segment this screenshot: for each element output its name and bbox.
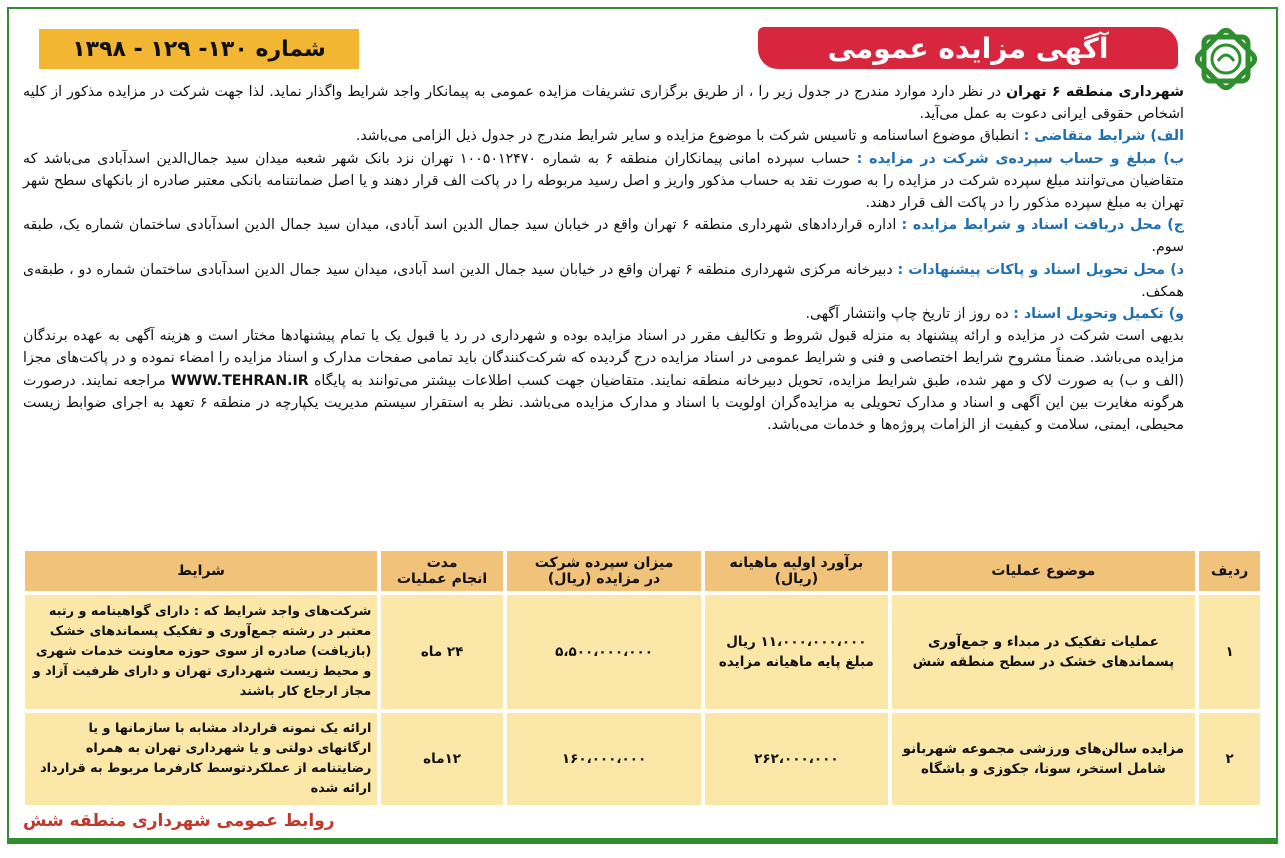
cell-estimate: ۲۶۲،۰۰۰،۰۰۰ bbox=[705, 713, 887, 806]
page-title: آگهی مزایده عمومی bbox=[827, 31, 1109, 65]
bottom-border bbox=[9, 838, 1276, 842]
cell-conditions: ارائه یک نمونه قرارداد مشابه با سازمانها و یا ارگانهای دولتی و یا شهرداری تهران به همراه رضایتنامه از عملکردتوسط کارفرما مربوط به قرارداد ارائه شده bbox=[25, 713, 377, 806]
advertisement-page bbox=[7, 7, 1278, 844]
number-banner bbox=[39, 29, 359, 69]
header-duration-label: مدت bbox=[426, 555, 458, 571]
cell-duration: ۱۲ماه bbox=[381, 713, 503, 806]
header-estimate-unit: (ریال) bbox=[774, 571, 819, 587]
footer bbox=[23, 806, 335, 836]
body-text bbox=[23, 81, 1184, 436]
header-deposit bbox=[507, 551, 701, 591]
table-header-row bbox=[25, 551, 1260, 591]
intro-text-1: در نظر دارد موارد مندرج در جدول زیر را ، از طریق برگزاری تشریفات مزایده عمومی به پیمانکار واجد شرایط واگذار نماید. bbox=[269, 84, 1002, 100]
header-duration bbox=[381, 551, 503, 591]
section-b-title: ب) مبلغ و حساب سپرده‌ی شرکت در مزایده : bbox=[856, 150, 1184, 167]
header-row-number: ردیف bbox=[1199, 551, 1260, 591]
operations-table bbox=[21, 547, 1264, 809]
header-duration-label-2: انجام عملیات bbox=[396, 571, 488, 587]
title-banner bbox=[758, 27, 1178, 69]
section-c-text: اداره قراردادهای شهرداری منطقه ۶ تهران واقع در خیابان سید جمال الدین اسد آبادی، میدان سید جمال الدین اسدآبادی ساختمان شماره یک، طبقه سوم. bbox=[23, 217, 1184, 256]
section-d-text: دبیرخانه مرکزی شهرداری منطقه ۶ تهران واقع در خیابان سید جمال الدین اسد آبادی، میدان سید جمال الدین اسدآبادی ساختمان شماره دو ، طبقه‌ی همکف. bbox=[23, 261, 1184, 300]
closing-text-2: مراجعه نمایند. درصورت هرگونه مغایرت بین این آگهی و اسناد و مدارک تحویلی به مزایده‌گران اولویت با اسناد و مدارک مزایده می‌باشد. نظر به استقرار سیستم مدیریت یکپارچه در منطقه ۶ تعهد به اجرای ضوابط زیست محیطی، ایمنی، سلامت و کیفیت از الزامات پروژه‌ها و خدمات می‌باشد. bbox=[23, 372, 1184, 434]
cell-deposit: ۱۶۰،۰۰۰،۰۰۰ bbox=[507, 713, 701, 806]
website-link[interactable]: WWW.TEHRAN.IR bbox=[170, 372, 309, 389]
section-b-text: حساب سپرده امانی پیمانکاران منطقه ۶ به شماره ۱۰۰۵۰۱۲۴۷۰ تهران نزد بانک شهر شعبه میدان سید جمال‌الدین اسدآبادی می‌باشد که متقاضیان می‌توانند مبلغ سپرده شرکت در مزایده را به صورت نقد به حساب مذکور واریز و اصل رسید مربوطه را در پاکت الف قرار دهند و یا اصل ضمانتنامه بانکی معتبر صادره از بانکهای سطح شهر تهران به مبلغ سپرده مذکور را در پاکت الف قرار دهند. bbox=[23, 150, 1184, 212]
cell-duration: ۲۴ ماه bbox=[381, 595, 503, 709]
closing-paragraph bbox=[23, 325, 1184, 436]
footer-signature: روابط عمومی شهرداری منطقه شش bbox=[23, 811, 335, 831]
intro-text-2: لذا جهت شرکت در مزایده مذکور از کلیه اشخاص حقوقی ایرانی دعوت به عمل می‌آید. bbox=[23, 84, 1184, 123]
tehran-municipality-logo-icon bbox=[1186, 19, 1266, 99]
header-deposit-label: میزان سپرده شرکت bbox=[534, 555, 674, 571]
cell-subject: عملیات تفکیک در مبداء و جمع‌آوری پسماندهای خشک در سطح منطقه شش bbox=[892, 595, 1196, 709]
cell-row-number: ۲ bbox=[1199, 713, 1260, 806]
table-row bbox=[25, 595, 1260, 709]
header-estimate bbox=[705, 551, 887, 591]
section-d-title: د) محل تحویل اسناد و پاکات پیشنهادات : bbox=[897, 261, 1184, 278]
section-e-text: ده روز از تاریخ چاپ وانتشار آگهی. bbox=[805, 306, 1009, 323]
section-b bbox=[23, 148, 1184, 215]
header-deposit-unit: در مزایده (ریال) bbox=[547, 571, 661, 587]
section-a bbox=[23, 125, 1184, 147]
section-c-title: ج) محل دریافت اسناد و شرایط مزایده : bbox=[901, 217, 1184, 234]
cell-conditions: شرکت‌های واجد شرایط که : دارای گواهینامه و رتبه معتبر در رشته جمع‌آوری و تفکیک پسماندهای خشک (بازیافت) صادره از سوی حوزه معاونت خدمات شهری و محیط زیست شهرداری تهران و دارای ظرفیت آزاد و مجاز ارجاع کار باشند bbox=[25, 595, 377, 709]
header-estimate-label: برآورد اولیه ماهیانه bbox=[729, 555, 864, 571]
header-subject: موضوع عملیات bbox=[892, 551, 1196, 591]
intro-paragraph bbox=[23, 81, 1184, 125]
section-a-text: انطباق موضوع اساسنامه و تاسیس شرکت با موضوع مزایده و سایر شرایط مندرج در جدول ذیل الزامی می‌باشد. bbox=[355, 128, 1020, 145]
closing-text-1: بدیهی است شرکت در مزایده و ارائه پیشنهاد به منزله قبول شروط و تکالیف مقرر در اسناد مزایده بوده و شهرداری در رد یا قبول یک یا تمام پیشنهادها مختار است و هزینه آگهی به عهده برندگان مزایده می‌باشد. ضمناً مشروح شرایط اختصاصی و فنی و شرایط عمومی در اسناد مزایده درج گردیده که شرکت‌کنندگان باید تمامی صفحات مدارک و اسناد مزایده را امضاء نموده و در پاکت‌های مجزا (الف و ب) به صورت لاک و مهر شده، طبق شرایط مزایده، تحویل دبیرخانه منطقه نمایند. متقاضیان جهت کسب اطلاعات بیشتر می‌توانند به پایگاه bbox=[23, 328, 1184, 389]
section-e-title: و) تکمیل وتحویل اسناد : bbox=[1013, 306, 1184, 323]
cell-row-number: ۱ bbox=[1199, 595, 1260, 709]
header bbox=[19, 19, 1266, 74]
cell-deposit: ۵،۵۰۰،۰۰۰،۰۰۰ bbox=[507, 595, 701, 709]
section-c bbox=[23, 214, 1184, 258]
table-row bbox=[25, 713, 1260, 806]
section-a-title: الف) شرایط متقاضی : bbox=[1023, 128, 1184, 145]
cell-estimate: ۱۱،۰۰۰،۰۰۰،۰۰۰ ریال مبلغ پایه ماهیانه مزایده bbox=[705, 595, 887, 709]
org-name: شهرداری منطقه ۶ تهران bbox=[1006, 84, 1184, 100]
ad-number: شماره ۱۳۰- ۱۲۹ - ۱۳۹۸ bbox=[72, 36, 326, 62]
section-d bbox=[23, 259, 1184, 303]
header-conditions: شرایط bbox=[25, 551, 377, 591]
section-e bbox=[23, 303, 1184, 325]
cell-subject: مزایده سالن‌های ورزشی مجموعه شهربانو شامل استخر، سونا، جکوزی و باشگاه bbox=[892, 713, 1196, 806]
